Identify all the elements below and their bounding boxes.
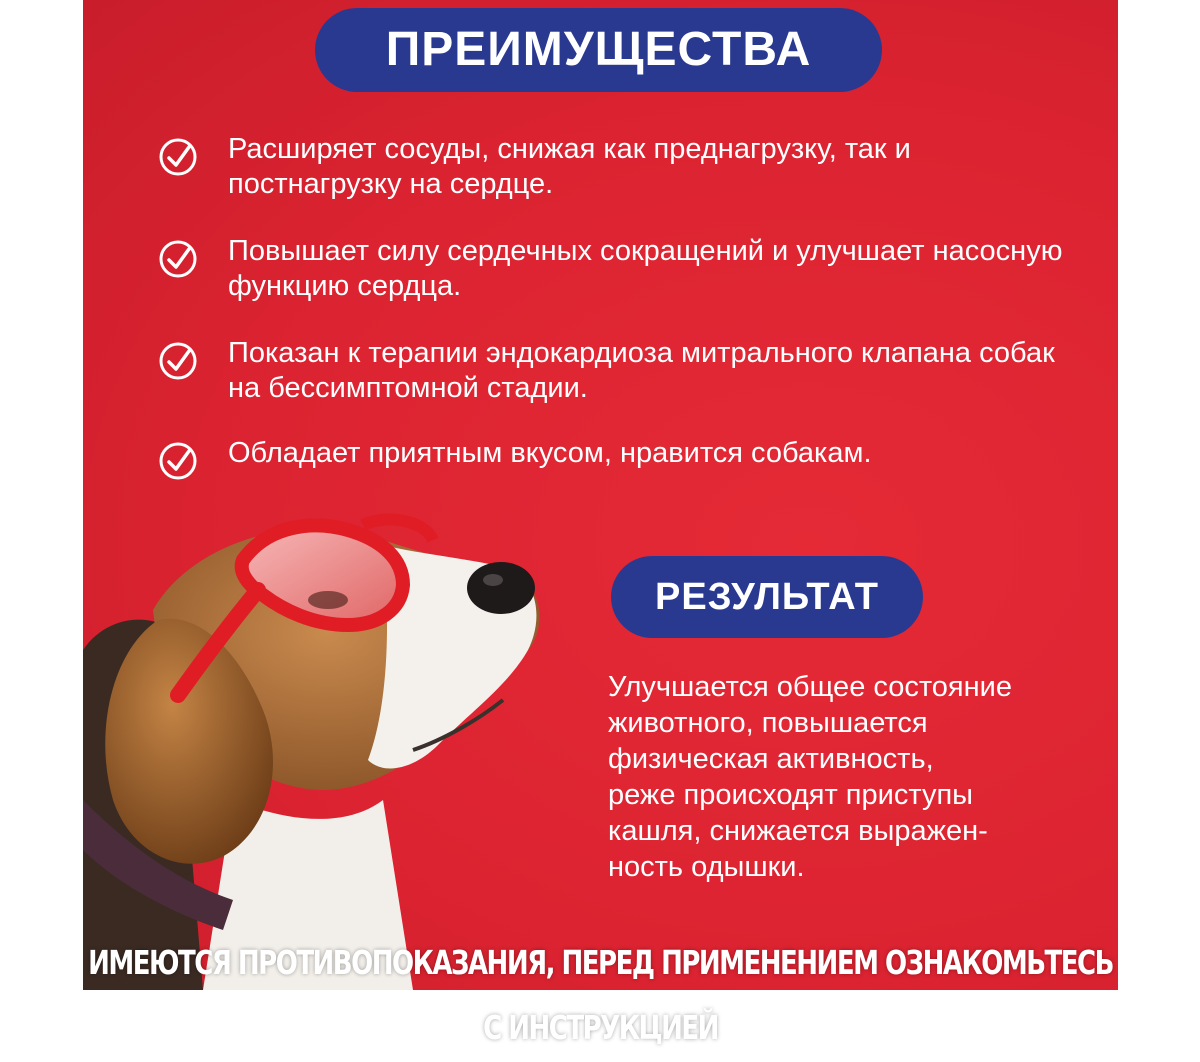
benefits-title: ПРЕИМУЩЕСТВА [315, 8, 882, 92]
benefit-text: Расширяет сосуды, снижая как преднагрузку, так и постнагрузку на сердце. [228, 133, 911, 200]
check-circle-icon [158, 341, 198, 381]
benefits-list [158, 132, 1078, 503]
benefit-text: Повышает силу сердечных сокращений и улучшает насосную функцию сердца. [228, 235, 1063, 302]
contraindications-disclaimer: ИМЕЮТСЯ ПРОТИВОПОКАЗАНИЯ, ПЕРЕД ПРИМЕНЕНИЕМ ОЗНАКОМЬТЕСЬ С ИНСТРУКЦИЕЙ [88, 945, 1113, 1048]
benefit-item [158, 132, 1078, 202]
poster [83, 0, 1118, 990]
result-text: Улучшается общее состояние животного, повышается физическая активность, реже происходят приступы кашля, снижается выражен- ность одышки. [608, 671, 1012, 883]
benefit-item [158, 436, 1078, 471]
benefit-item [158, 234, 1078, 304]
check-circle-icon [158, 441, 198, 481]
benefit-text: Обладает приятным вкусом, нравится собакам. [228, 437, 872, 469]
beagle-dog-image [83, 500, 553, 990]
check-circle-icon [158, 137, 198, 177]
benefit-text: Показан к терапии эндокардиоза митрального клапана собак на бессимптомной стадии. [228, 337, 1055, 404]
check-circle-icon [158, 239, 198, 279]
result-title: РЕЗУЛЬТАТ [611, 556, 923, 638]
benefit-item [158, 336, 1078, 406]
